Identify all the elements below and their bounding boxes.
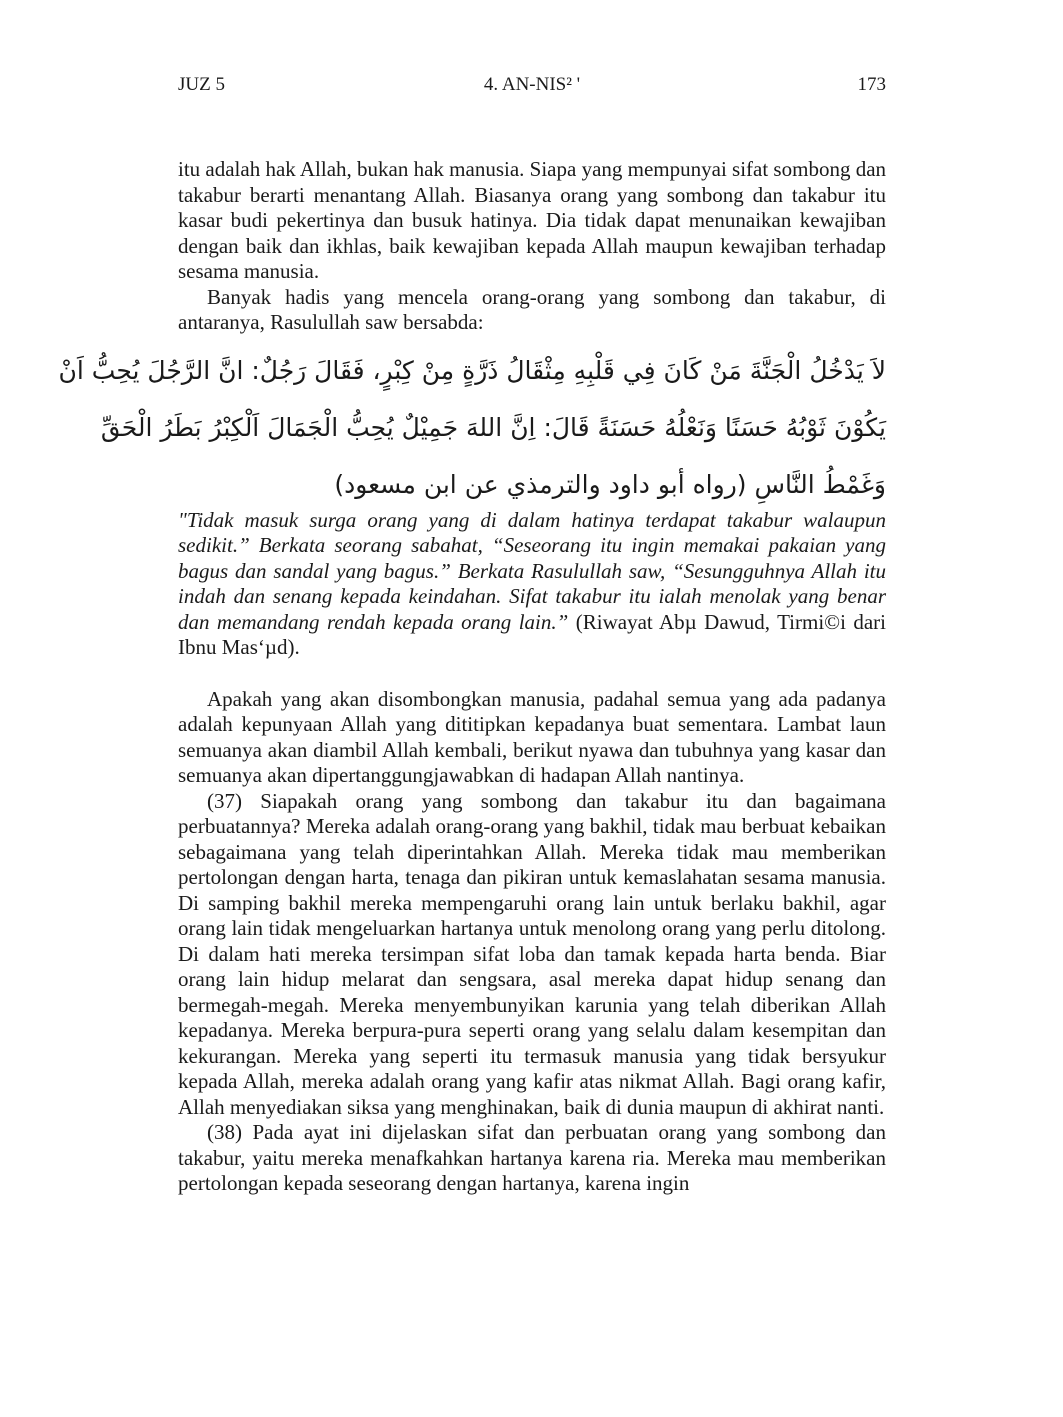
paragraph: (38) Pada ayat ini dijelaskan sifat dan perbuatan orang yang sombong dan takabur, yaitu mereka menafkahkan hartanya karena ria. Mereka mau memberikan pertolongan kepada seseorang dengan hartanya, karena ingin (178, 1120, 886, 1195)
paragraph: Banyak hadis yang mencela orang-orang yang sombong dan takabur, di antaranya, Rasulullah saw bersabda: (178, 284, 886, 334)
paragraph: itu adalah hak Allah, bukan hak manusia. Siapa yang mempunyai sifat sombong dan takabur berarti menantang Allah. Biasanya orang yang sombong dan takabur itu kasar budi pekertinya dan busuk hatinya. Dia tidak dapat menunaikan kewajiban dengan baik dan ikhlas, baik kewajiban kepada Allah maupun kewajiban terhadap sesama manusia. (178, 157, 887, 283)
hadith-citation: (Riwayat Abµ Dawud, Tirmi©i dari Ibnu Mas‘µd). (178, 609, 887, 659)
hadith-translation (178, 508, 886, 661)
surah-title: 4. AN-NIS² ' (483, 74, 581, 95)
arabic-line: لاَ يَدْخُلُ الْجَنَّةَ مَنْ كَانَ فِي قَلْبِهِ مِثْقَالُ ذَرَّةٍ مِنْ كِبْرٍ، فَقَالَ رَجُلٌ: انَّ الرَّجُلَ يُحِبُّ اَنْ (58, 355, 886, 385)
juz-label: JUZ 5 (178, 74, 225, 95)
translation-text: "Tidak masuk surga orang yang di dalam hatinya terdapat takabur walaupun sedikit.” Berkata seorang sabahat, “Seseorang itu ingin memakai pakaian yang bagus dan sandal yang bagus.” Berkata Rasulullah saw, “Sesungguhnya Allah itu indah dan senang kepada keindahan. Sifat takabur itu ialah menolak yang benar dan memandang rendah kepada orang lain.” (178, 507, 886, 634)
running-header (178, 74, 886, 100)
paragraph: Apakah yang akan disombongkan manusia, padahal semua yang ada padanya adalah kepunyaan Allah yang dititipkan kepadanya buat sementara. Lambat laun semuanya akan diambil Allah kembali, berikut nyawa dan tubuhnya yang kasar dan semuanya akan dipertanggungjawabkan di hadapan Allah nantinya. (178, 686, 886, 787)
arabic-line: وَغَمْطُ النَّاسِ (رواه أبو داود والترمذي عن ابن مسعود) (334, 469, 886, 499)
arabic-hadith (58, 342, 886, 499)
paragraph-gap (178, 661, 886, 687)
body-text (58, 157, 887, 1197)
page-number: 173 (857, 74, 886, 95)
arabic-line: يَكُوْنَ ثَوْبُهُ حَسَنًا وَنَعْلُهُ حَسَنَةً قَالَ: اِنَّ اللهَ جَمِيْلٌ يُحِبُّ الْجَمَالَ اَلْكِبْرُ بَطَرُ الْحَقِّ (100, 412, 886, 442)
paragraph: (37) Siapakah orang yang sombong dan takabur itu dan bagaimana perbuatannya? Mereka adalah orang-orang yang bakhil, tidak mau berbuat kebaikan sebagaimana yang telah diperintahkan Allah. Mereka tidak mau memberikan pertolongan dengan harta, tenaga dan pikiran untuk kemaslahatan sesama manusia. Di samping bakhil mereka mempengaruhi orang lain untuk berlaku bakhil, agar orang lain tidak mengeluarkan hartanya untuk menolong orang yang perlu ditolong. Di dalam hati mereka tersimpan sifat loba dan tamak kepada harta benda. Biar orang lain hidup melarat dan sengsara, asal mereka dapat hidup senang dan bermegah-megah. Mereka menyembunyikan karunia yang telah diberikan Allah kepadanya. Mereka berpura-pura seperti orang yang selalu dalam kesempitan dan kekurangan. Mereka yang seperti itu termasuk manusia yang tidak bersyukur kepada Allah, mereka adalah orang yang kafir atas nikmat Allah. Bagi orang kafir, Allah menyediakan siksa yang menghinakan, baik di dunia maupun di akhirat nanti. (178, 788, 886, 1119)
